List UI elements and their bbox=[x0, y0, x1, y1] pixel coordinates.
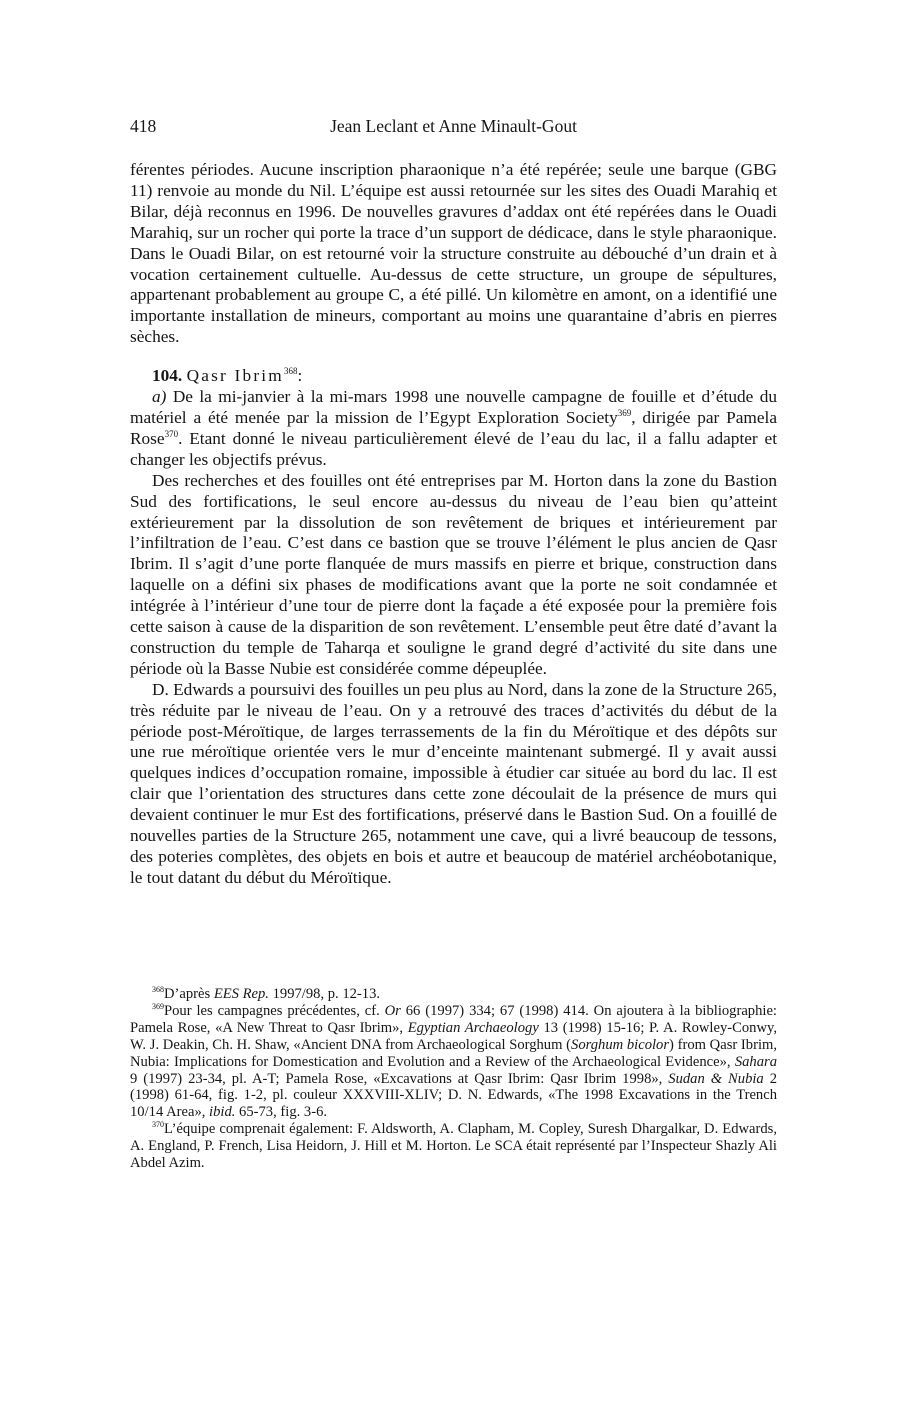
section-heading bbox=[130, 366, 777, 387]
footnote-ref-369: 369 bbox=[617, 407, 632, 418]
footnote-italic: ibid. bbox=[209, 1104, 236, 1121]
footnote-text: Pour les campagnes précédentes, cf. bbox=[164, 1002, 385, 1019]
paragraph-a-text-1: De la mi-janvier à la mi-mars 1998 une nouvelle campagne de fouille et d’étude du matériel a été menée par la mission de l’Egypt Exploration Society bbox=[130, 387, 777, 427]
footnote-italic: Sudan & Nubia bbox=[668, 1070, 764, 1087]
footnote-text: 9 (1997) 23-34, pl. A-T; Pamela Rose, «Excavations at Qasr Ibrim: Qasr Ibrim 1998», bbox=[130, 1070, 669, 1087]
paragraph-a-text-3: . Etant donné le niveau particulièrement élevé de l’eau du lac, il a fallu adapter et changer les objectifs prévus. bbox=[130, 428, 777, 469]
footnote-text: 13 (1998) 15-16; P. A. Rowley-Conwy, W. J. Deakin, Ch. H. Shaw, «Ancient DNA from Archaeological Sorghum ( bbox=[130, 1019, 777, 1053]
footnote-text: ) from Qasr Ibrim, Nubia: Implications for Domestication and Evolution and a Review of the Archaeological Evidence», bbox=[130, 1036, 777, 1070]
footnote-number: 368 bbox=[152, 985, 164, 994]
paragraph-a-text-2: , dirigée par Pamela Rose bbox=[130, 407, 777, 448]
footnote-370 bbox=[130, 1121, 777, 1172]
footnote-text: 66 (1997) 334; 67 (1998) 414. On ajoutera à la bibliographie: Pamela Rose, «A New Threat to Qasr Ibrim», bbox=[130, 1002, 777, 1036]
footnote-368 bbox=[130, 986, 777, 1003]
footnote-ref-368: 368 bbox=[283, 366, 298, 377]
footnote-number: 370 bbox=[152, 1120, 164, 1130]
paragraph-horton: Des recherches et des fouilles ont été entreprises par M. Horton dans la zone du Bastion Sud des fortifications, le seul encore au-dessus du niveau de l’eau bien qu’atteint extérieurement par la dissolution de son revêtement de briques et intérieurement par l’infiltration de l’eau. C’est dans ce bastion que se trouve l’élément le plus ancien de Qasr Ibrim. Il s’agit d’une porte flanquée de murs massifs en pierre et brique, construction dans laquelle on a défini six phases de modifications avant que la porte ne soit condamnée et intégrée à l’intérieur d’une tour de pierre dont la façade a été exposée pour la première fois cette saison à cause de la disparition de son revêtement. L’ensemble peut être daté d’avant la construction du temple de Taharqa et souligne le grand degré d’activité du site dans une période où la Basse Nubie est considérée comme dépeuplée. bbox=[130, 470, 777, 678]
footnote-text: D’après bbox=[164, 986, 214, 1002]
paragraph-letter: a) bbox=[152, 387, 167, 407]
main-text bbox=[130, 160, 777, 889]
page-number: 418 bbox=[130, 116, 157, 136]
section-number: 104. bbox=[152, 366, 183, 386]
footnote-italic: Egyptian Archaeology bbox=[407, 1019, 539, 1036]
footnote-italic: Or bbox=[384, 1002, 401, 1019]
footnotes bbox=[130, 986, 777, 1172]
footnote-text: L’équipe comprenait également: F. Aldsworth, A. Clapham, M. Copley, Suresh Dhargalkar, D. Edwards, A. England, P. French, Lisa Heidorn, J. Hill et M. Horton. Le SCA était représenté par l’Inspecteur Shazly Ali Abdel Azim. bbox=[130, 1121, 777, 1172]
section-colon: : bbox=[297, 366, 303, 386]
paragraph-edwards: D. Edwards a poursuivi des fouilles un peu plus au Nord, dans la zone de la Structure 265, très réduite par le niveau de l’eau. On y a retrouvé des traces d’activités du début de la période post-Méroïtique, de larges terrassements de la fin du Méroïtique et des dépôts sur une rue méroïtique orientée vers le mur d’enceinte maintenant submergé. Il y avait aussi quelques indices d’occupation romaine, impossible à étudier car située au bord du lac. Il est clair que l’orientation des structures dans cette zone découlait de la présence de murs qui devaient continuer le mur Est des fortifications, préservé dans le Bastion Sud. On a fouillé de nouvelles parties de la Structure 265, notamment une cave, qui a livré beaucoup de tessons, des poteries complètes, des objets en bois et autre et beaucoup de matériel archéobotanique, le tout datant du début du Méroïtique. bbox=[130, 679, 777, 887]
paragraph-a bbox=[130, 387, 777, 471]
section-title: Qasr Ibrim bbox=[186, 366, 284, 386]
footnote-text: 65-73, fig. 3-6. bbox=[235, 1104, 328, 1121]
footnote-italic: EES Rep. bbox=[213, 986, 269, 1002]
footnote-369 bbox=[130, 1003, 777, 1121]
footnote-ref-370: 370 bbox=[164, 428, 179, 439]
footnote-number: 369 bbox=[152, 1001, 164, 1011]
footnote-italic: Sorghum bicolor bbox=[571, 1036, 670, 1053]
running-title: Jean Leclant et Anne Minault-Gout bbox=[330, 116, 577, 136]
running-header bbox=[130, 116, 777, 138]
footnote-italic: Sahara bbox=[734, 1053, 777, 1070]
paragraph-intro: férentes périodes. Aucune inscription pharaonique n’a été repérée; seule une barque (GBG 11) renvoie au monde du Nil. L’équipe est aussi retournée sur les sites des Ouadi Marahiq et Bilar, déjà reconnus en 1996. De nouvelles gravures d’addax ont été repérées dans le Ouadi Marahiq, sur un rocher qui porte la trace d’un support de dédicace, dans le style pharaonique. Dans le Ouadi Bilar, on est retourné voir la structure construite au débouché d’un drain et à vocation certainement cultuelle. Au-dessus de cette structure, un groupe de sépultures, appartenant probablement au groupe C, a été pillé. Un kilomètre en amont, on a identifié une importante installation de mineurs, comportant au moins une quarantaine d’abris en pierres sèches. bbox=[130, 160, 777, 347]
footnote-text: 1997/98, p. 12-13. bbox=[268, 986, 381, 1002]
footnote-text: 2 (1998) 61-64, fig. 1-2, pl. couleur XXXVIII-XLIV; D. N. Edwards, «The 1998 Excavations in the Trench 10/14 Area», bbox=[130, 1070, 777, 1121]
